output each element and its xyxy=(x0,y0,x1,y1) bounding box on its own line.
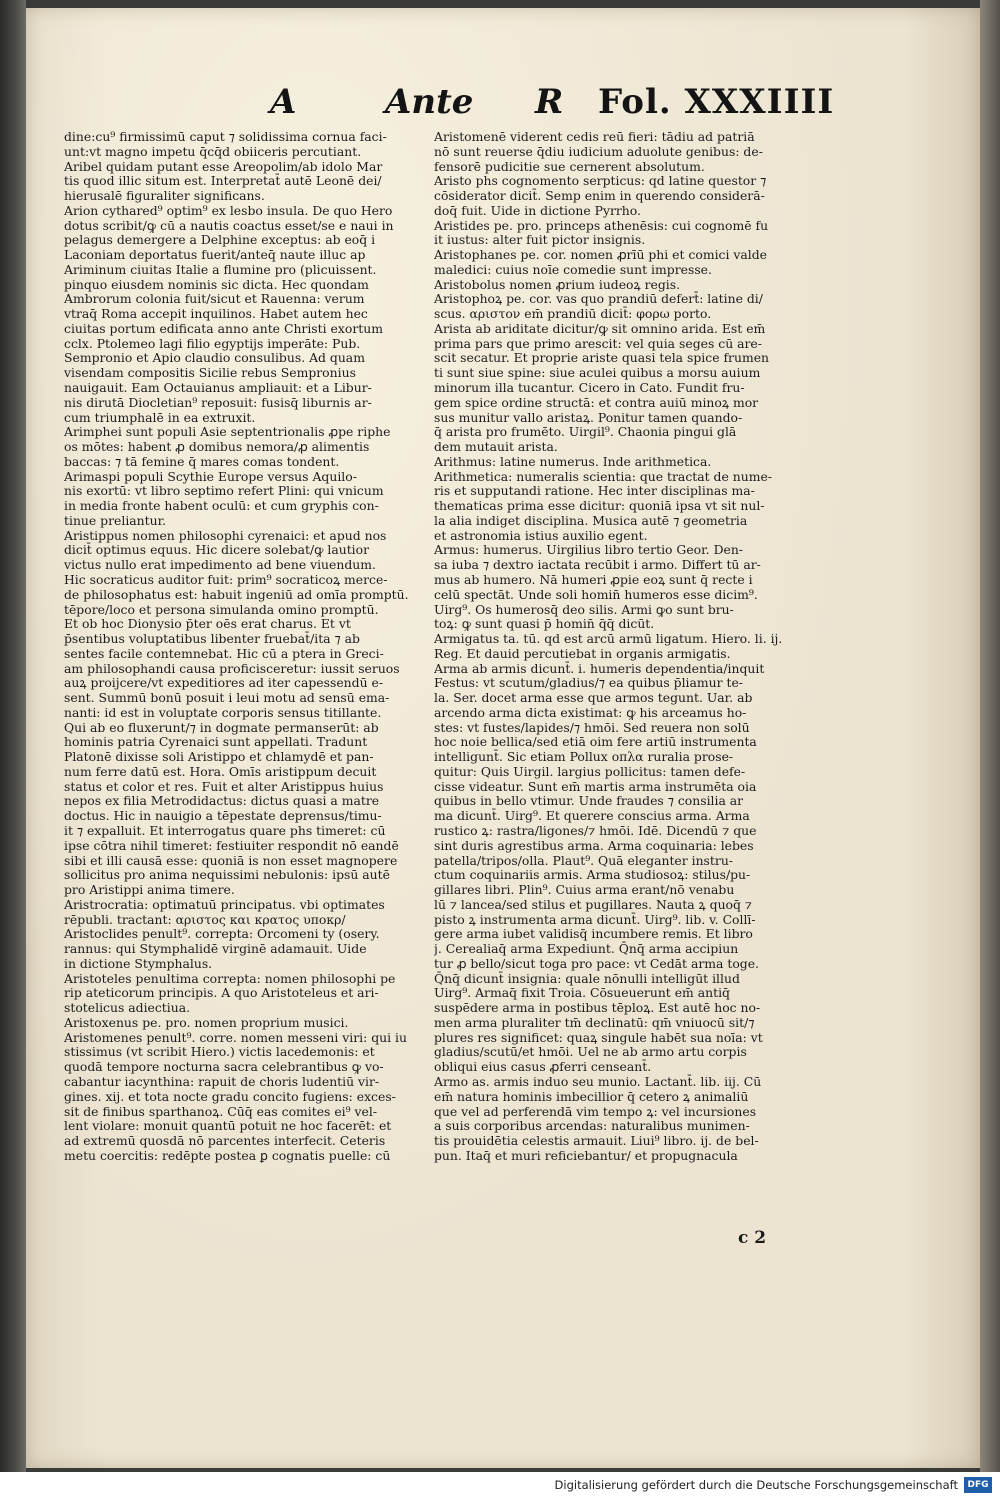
text-line: quodā tempore nocturna sacra celebrantibus ꝙ vo- xyxy=(64,1059,384,1075)
text-line: Aristomenē viderent cedis reū fieri: tādiu ad patriā xyxy=(434,130,755,144)
text-line: sus munitur vallo aristaꝝ. Ponitur tamen quando- xyxy=(434,409,743,425)
text-line: p̄sentibus voluptatibus libenter fruebat̄/ita ⁊ ab xyxy=(64,631,360,647)
text-line: de philosophatus est: habuit ingeniū ad omīa promptū. xyxy=(64,586,409,602)
text-line: Hic socraticus auditor fuit: prim⁹ socraticoꝝ merce- xyxy=(64,571,388,587)
text-line: stissimus (vt scribit Hiero.) victis lacedemonis: et xyxy=(64,1044,375,1060)
text-line: minorum illa tucantur. Cicero in Cato. Fundit fru- xyxy=(434,380,745,396)
text-line: Reg. Et dauid percutiebat in organis armigatis. xyxy=(434,645,731,661)
text-line: doctus. Hic in nauigio a tēpestate deprensus/timu- xyxy=(64,808,382,824)
text-line: a suis corporibus arcendas: naturalibus munimen- xyxy=(434,1118,750,1134)
text-line: cum triumphalē in ea extruxit. xyxy=(64,409,256,425)
book-gutter-left xyxy=(0,0,26,1472)
text-line: j. Cerealiaq̄ arma Expediunt. Q̄nq̄ arma accipiun xyxy=(434,941,739,957)
text-line: victus nullo erat impedimento ad bene viuendum. xyxy=(64,557,376,573)
text-line: ti sunt siue spine: siue aculei quibus a morsu auium xyxy=(434,365,761,381)
text-line: sint duris agrestibus arma. Arma coquinaria: lebes xyxy=(434,837,754,853)
text-line: cōsiderator dicit̄. Semp enim in querendo considerā- xyxy=(434,188,765,204)
text-line: arcendo arma dicta existimat: ꝙ his arceamus ho- xyxy=(434,704,747,720)
text-line: sa iuba ⁊ dextro iactata recūbit i armo. Differt tū ar- xyxy=(434,557,761,573)
text-line: intelligunt̄. Sic etiam Pollux οπλα ruralia prose- xyxy=(434,749,734,765)
text-line: in dictione Stymphalus. xyxy=(64,955,213,971)
text-line: pro Aristippi anima timere. xyxy=(64,882,235,898)
text-line: Aristides pe. pro. princeps athenēsis: cui cognomē fu xyxy=(434,217,769,233)
left-text-column xyxy=(64,130,432,1255)
text-line: auꝝ proijcere/vt expeditiores ad iter capessendū e- xyxy=(64,675,384,691)
text-line: visendam compositis Sicilie rebus Sempronius xyxy=(64,365,356,381)
text-line: gines. xij. et tota nocte gradu concito fugiens: exces- xyxy=(64,1088,396,1104)
text-line: lū ⁊ lancea/sed stilus et pugillares. Nauta ꝝ quoq̄ ⁊ xyxy=(434,896,752,912)
header-word: Ante xyxy=(385,82,474,122)
text-line: stotelicus adiectiua. xyxy=(64,1000,191,1016)
text-line: Arista ab ariditate dicitur/ꝙ sit omnino arida. Est em̄ xyxy=(434,320,766,336)
text-line: cclx. Ptolemeo lagi filio egyptijs imperāte: Pub. xyxy=(64,335,361,351)
text-line: Arma ab armis dicunt̄. i. humeris dependentia/inquit xyxy=(434,660,765,676)
text-line: ciuitas portum edificata anno ante Christi exortum xyxy=(64,320,383,336)
text-line: tis quod illic situm est. Interpretat̄ autē Leonē dei/ xyxy=(64,173,382,189)
text-line: gladius/scutū/et hmōi. Uel ne ab armo artu corpis xyxy=(434,1044,747,1060)
text-line: et astronomia istius auxilio egent. xyxy=(434,527,648,543)
text-line: Armo as. armis induo seu munio. Lactant̄. lib. iij. Cū xyxy=(434,1074,762,1089)
text-line: scus. αριστον em̄ prandiū dicit̄: φορω porto. xyxy=(434,306,712,322)
text-line: gillares libri. Plin⁹. Cuius arma erant/nō venabu xyxy=(434,882,735,898)
text-line: la. Ser. docet arma esse que armos tegunt. Uar. ab xyxy=(434,690,753,706)
text-line: ad extremū quosdā nō parcentes interfecit. Ceteris xyxy=(64,1133,386,1149)
text-line: Armigatus ta. tū. qd est arcū armū ligatum. Hiero. li. ij. xyxy=(434,631,783,647)
text-line: Ariminum ciuitas Italie a flumine pro (plicuissent. xyxy=(64,261,377,277)
text-line: nō sunt reuerse q̄diu iudicium aduolute genibus: de- xyxy=(434,143,763,159)
text-line: quibus in bello vtimur. Unde fraudes ⁊ consilia ar xyxy=(434,793,744,809)
text-line: celū spectāt. Unde soli homin̄ humeros esse dicim⁹. xyxy=(434,586,758,602)
text-line: tis prouidētia celestis armauit. Liui⁹ libro. ij. de bel- xyxy=(434,1133,759,1149)
text-line: doq̄ fuit. Uide in dictione Pyrrho. xyxy=(434,202,641,218)
text-line: sentes facile contemnebat. Hic cū a ptera in Greci- xyxy=(64,645,384,661)
text-line: mus ab humero. Nā humeri ꝓpie eoꝝ sunt q̄ recte i xyxy=(434,571,753,587)
text-line: Arithmetica: numeralis scientia: que tractat de nume- xyxy=(434,468,772,484)
text-line: Aristo phs cognomento serpticus: qd latine questor ⁊ xyxy=(434,173,767,189)
text-line: tinue preliantur. xyxy=(64,512,167,528)
text-line: in media fronte habent oculū: et cum gryphis con- xyxy=(64,498,379,514)
text-line: tēpore/loco et persona simulanda omino promptū. xyxy=(64,601,379,617)
text-line: pelagus demergere a Delphine exceptus: ab eoq̄ i xyxy=(64,232,376,248)
running-header xyxy=(0,82,1000,126)
text-line: Laconiam deportatus fuerit/anteq̄ naute illuc ap xyxy=(64,247,366,263)
text-line: obliqui eius casus ꝓferri censeant̄. xyxy=(434,1059,652,1075)
text-line: plures res significet: quaꝝ singule habēt sua noīa: vt xyxy=(434,1029,763,1045)
text-line: Festus: vt scutum/gladius/⁊ ea quibus p̄liamur te- xyxy=(434,675,743,691)
text-line: prima pars que primo arescit: vel quia seges cū are- xyxy=(434,335,762,351)
text-line: dem mutauit arista. xyxy=(434,439,558,455)
text-line: rēpubli. tractant: αριστος και κρατος υποκρ/ xyxy=(64,911,346,927)
text-line: Arimphei sunt populi Asie septentrionalis ꝓpe riphe xyxy=(64,424,391,440)
text-line: patella/tripos/olla. Plaut⁹. Quā eleganter instru- xyxy=(434,852,733,868)
text-line: Uirg⁹. Os humerosq̄ deo silis. Armi ꝙo sunt bru- xyxy=(434,601,734,617)
text-line: ctum coquinariis armis. Arma studiosoꝝ: stilus/pu- xyxy=(434,867,751,883)
text-line: nanti: id est in voluptate corporis sensus titillante. xyxy=(64,704,382,720)
text-line: baccas: ⁊ tā femine q̄ mares comas tondent. xyxy=(64,453,340,469)
text-line: em̄ natura hominis imbecillior q̄ cetero ꝝ animaliū xyxy=(434,1088,749,1104)
text-line: suspēdere arma in postibus tēploꝝ. Est autē hoc no- xyxy=(434,1000,761,1016)
text-line: Platonē dixisse soli Aristippo et chlamydē et pan- xyxy=(64,749,374,765)
text-line: it iustus: alter fuit pictor insignis. xyxy=(434,232,646,248)
text-line: Q̄nq̄ dicunt̄ insignia: quale nōnulli intelligūt illud xyxy=(434,970,740,986)
text-line: rannus: qui Stymphalidē virginē adamauit. Uide xyxy=(64,941,367,957)
text-line: cabantur iacynthina: rapuit de choris ludentiū vir- xyxy=(64,1074,380,1089)
text-line: fensorē pudicitie sue cernerent absolutum. xyxy=(434,158,705,174)
text-line: lent violare: monuit quantū potuit ne hoc facerēt: et xyxy=(64,1118,392,1134)
text-line: ipse cōtra nihil timeret: festiuiter respondit nō eandē xyxy=(64,837,399,853)
text-line: Ambrorum colonia fuit/sicut et Rauenna: verum xyxy=(64,291,365,307)
text-line: metu coercitis: redēpte postea ꝑ cognatis puelle: cū xyxy=(64,1147,391,1163)
text-line: pun. Itaq̄ et muri reficiebantur/ et propugnacula xyxy=(434,1147,738,1163)
text-line: status et color et res. Fuit et alter Aristippus huius xyxy=(64,778,384,794)
text-line: sibi et illi causā esse: quoniā is non esset magnopere xyxy=(64,852,398,868)
footer-credit: Digitalisierung gefördert durch die Deutsche Forschungsgemeinschaft xyxy=(554,1478,958,1492)
text-line: sollicitus pro anima nequissimi nebulonis: ipsū autē xyxy=(64,867,390,883)
text-line: rustico ꝝ: rastra/ligones/⁊ hmōi. Idē. Dicendū ⁊ que xyxy=(434,822,757,838)
text-line: Aribel quidam putant esse Areopolim/ab idolo Mar xyxy=(64,158,383,174)
text-line: la alia indiget disciplina. Musica autē ⁊ geometria xyxy=(434,512,748,528)
text-line: dotus scribit/ꝙ cū a nautis coactus esset/se e naui in xyxy=(64,217,394,233)
text-line: maledici: cuius noīe comedie sunt impresse. xyxy=(434,261,712,277)
text-line: Arimaspi populi Scythie Europe versus Aquilo- xyxy=(64,468,357,484)
text-line: stes: vt fustes/lapides/⁊ hmōi. Sed reuera non solū xyxy=(434,719,750,735)
text-line: men arma pluraliter tm̄ declinatū: qm̄ vniuocū sit/⁊ xyxy=(434,1014,755,1030)
text-line: cisse videatur. Sunt em̄ martis arma instrumēta oia xyxy=(434,778,757,794)
text-line: Aristoclides penult⁹. correpta: Orcomeni ty (osery. xyxy=(64,926,380,942)
text-line: Armus: humerus. Uirgilius libro tertio Geor. Den- xyxy=(434,542,743,558)
text-line: pisto ꝝ instrumenta arma dicunt̄. Uirg⁹. lib. v. Collī- xyxy=(434,911,756,927)
dfg-logo: DFG xyxy=(964,1477,992,1493)
text-line: rip ateticorum principis. A quo Aristoteleus et ari- xyxy=(64,985,379,1001)
text-line: ris et supputandi ratione. Hec inter disciplinas ma- xyxy=(434,483,755,499)
header-letter-right: R xyxy=(535,82,564,122)
text-line: sent. Summū bonū posuit i leui motu ad sensū ema- xyxy=(64,690,390,706)
text-line: num ferre datū est. Hora. Omīs aristippum decuit xyxy=(64,763,377,779)
text-line: toꝝ: ꝙ sunt quasi p̄ homin̄ q̄q̄ dicūt. xyxy=(434,616,655,632)
folio-number: Fol. XXXIIII xyxy=(598,82,835,122)
header-letter-left: A xyxy=(270,82,297,122)
text-line: Aristomenes penult⁹. corre. nomen messeni viri: qui iu xyxy=(64,1029,407,1045)
text-line: Et ob hoc Dionysio p̄ter oēs erat charus. Et vt xyxy=(64,616,351,632)
text-line: nis exortū: vt libro septimo refert Plini: qui vnicum xyxy=(64,483,384,499)
text-line: Arion cythared⁹ optim⁹ ex lesbo insula. De quo Hero xyxy=(64,202,393,218)
text-line: scit secatur. Et proprie ariste quasi tela spice frumen xyxy=(434,350,770,366)
text-line: Sempronio et Apio claudio consulibus. Ad quam xyxy=(64,350,365,366)
text-line: Aristippus nomen philosophi cyrenaici: et apud nos xyxy=(64,527,387,543)
text-line: dine:cu⁹ firmissimū caput ⁊ solidissima cornua faci- xyxy=(64,130,387,144)
page-edge-right xyxy=(980,0,1000,1472)
text-line: hominis patria Cyrenaici sunt appellati. Tradunt xyxy=(64,734,368,750)
text-line: thematicas prima esse dicitur: quoniā ipsa vt sit nul- xyxy=(434,498,765,514)
text-line: Aristoxenus pe. pro. nomen proprium musici. xyxy=(64,1014,349,1030)
right-text-column xyxy=(434,130,788,1220)
text-line: Aristobolus nomen ꝓrium iudeoꝝ regis. xyxy=(434,276,681,292)
text-line: gem spice ordine structā: et contra auiū minoꝝ mor xyxy=(434,394,759,410)
text-line: q̄ arista pro frumēto. Uirgil⁹. Chaonia pingui glā xyxy=(434,424,737,440)
text-line: it ⁊ expalluit. Et interrogatus quare phs timeret: cū xyxy=(64,822,386,838)
text-line: Qui ab eo fluxerunt/⁊ in dogmate permanserūt: ab xyxy=(64,719,379,735)
text-line: hierusalē figuraliter significans. xyxy=(64,188,265,204)
text-line: vtraq̄ Roma accepit inquilinos. Habet autem hec xyxy=(64,306,368,322)
text-line: Arithmus: latine numerus. Inde arithmetica. xyxy=(434,453,712,469)
text-line: os mōtes: habent ꝓ domibus nemora/ꝓ alimentis xyxy=(64,439,370,455)
text-line: ma dicunt̄. Uirg⁹. Et querere conscius arma. Arma xyxy=(434,808,750,824)
text-line: gere arma iubet validisq̄ incumbere remis. Et libro xyxy=(434,926,753,942)
text-line: Aristophoꝝ pe. cor. vas quo prandiū defert̄: latine di/ xyxy=(434,291,763,307)
text-line: Aristophanes pe. cor. nomen ꝓrīū phi et comici valde xyxy=(434,247,767,263)
text-line: sit de finibus sparthanoꝝ. Cūq̄ eas comites ei⁹ vel- xyxy=(64,1103,378,1119)
text-line: Uirg⁹. Armaq̄ fixit Troia. Cōsueuerunt em̄ antiq̄ xyxy=(434,985,730,1001)
text-line: Aristoteles penultima correpta: nomen philosophi pe xyxy=(64,970,396,986)
text-line: pinquo eiusdem nominis sic dicta. Hec quondam xyxy=(64,276,369,292)
text-line: que vel ad perferendā vim tempo ꝝ: vel incursiones xyxy=(434,1103,757,1119)
text-line: unt:vt magno impetu q̄cq̄d obiiceris percutiant. xyxy=(64,143,362,159)
text-line: nepos ex filia Metrodidactus: dictus quasi a matre xyxy=(64,793,380,809)
text-line: dicit̄ optimus equus. Hic dicere solebat/ꝙ lautior xyxy=(64,542,370,558)
text-line: am philosophandi causa proficisceretur: iussit seruos xyxy=(64,660,400,676)
signature-mark: c 2 xyxy=(738,1228,767,1248)
text-line: hoc noie bellica/sed etiā oim fere artiū instrumenta xyxy=(434,734,757,750)
text-line: nis dirutā Diocletian⁹ reposuit: fusisq̄ liburnis ar- xyxy=(64,394,372,410)
text-line: tur ꝓ bello/sicut toga pro pace: vt Cedāt arma toge. xyxy=(434,955,759,971)
text-line: Aristrocratia: optimatuū principatus. vbi optimates xyxy=(64,896,385,912)
text-line: nauigauit. Eam Octauianus ampliauit: et a Libur- xyxy=(64,380,372,396)
text-line: quitur: Quis Uirgil. largius pollicitus: tamen defe- xyxy=(434,763,746,779)
